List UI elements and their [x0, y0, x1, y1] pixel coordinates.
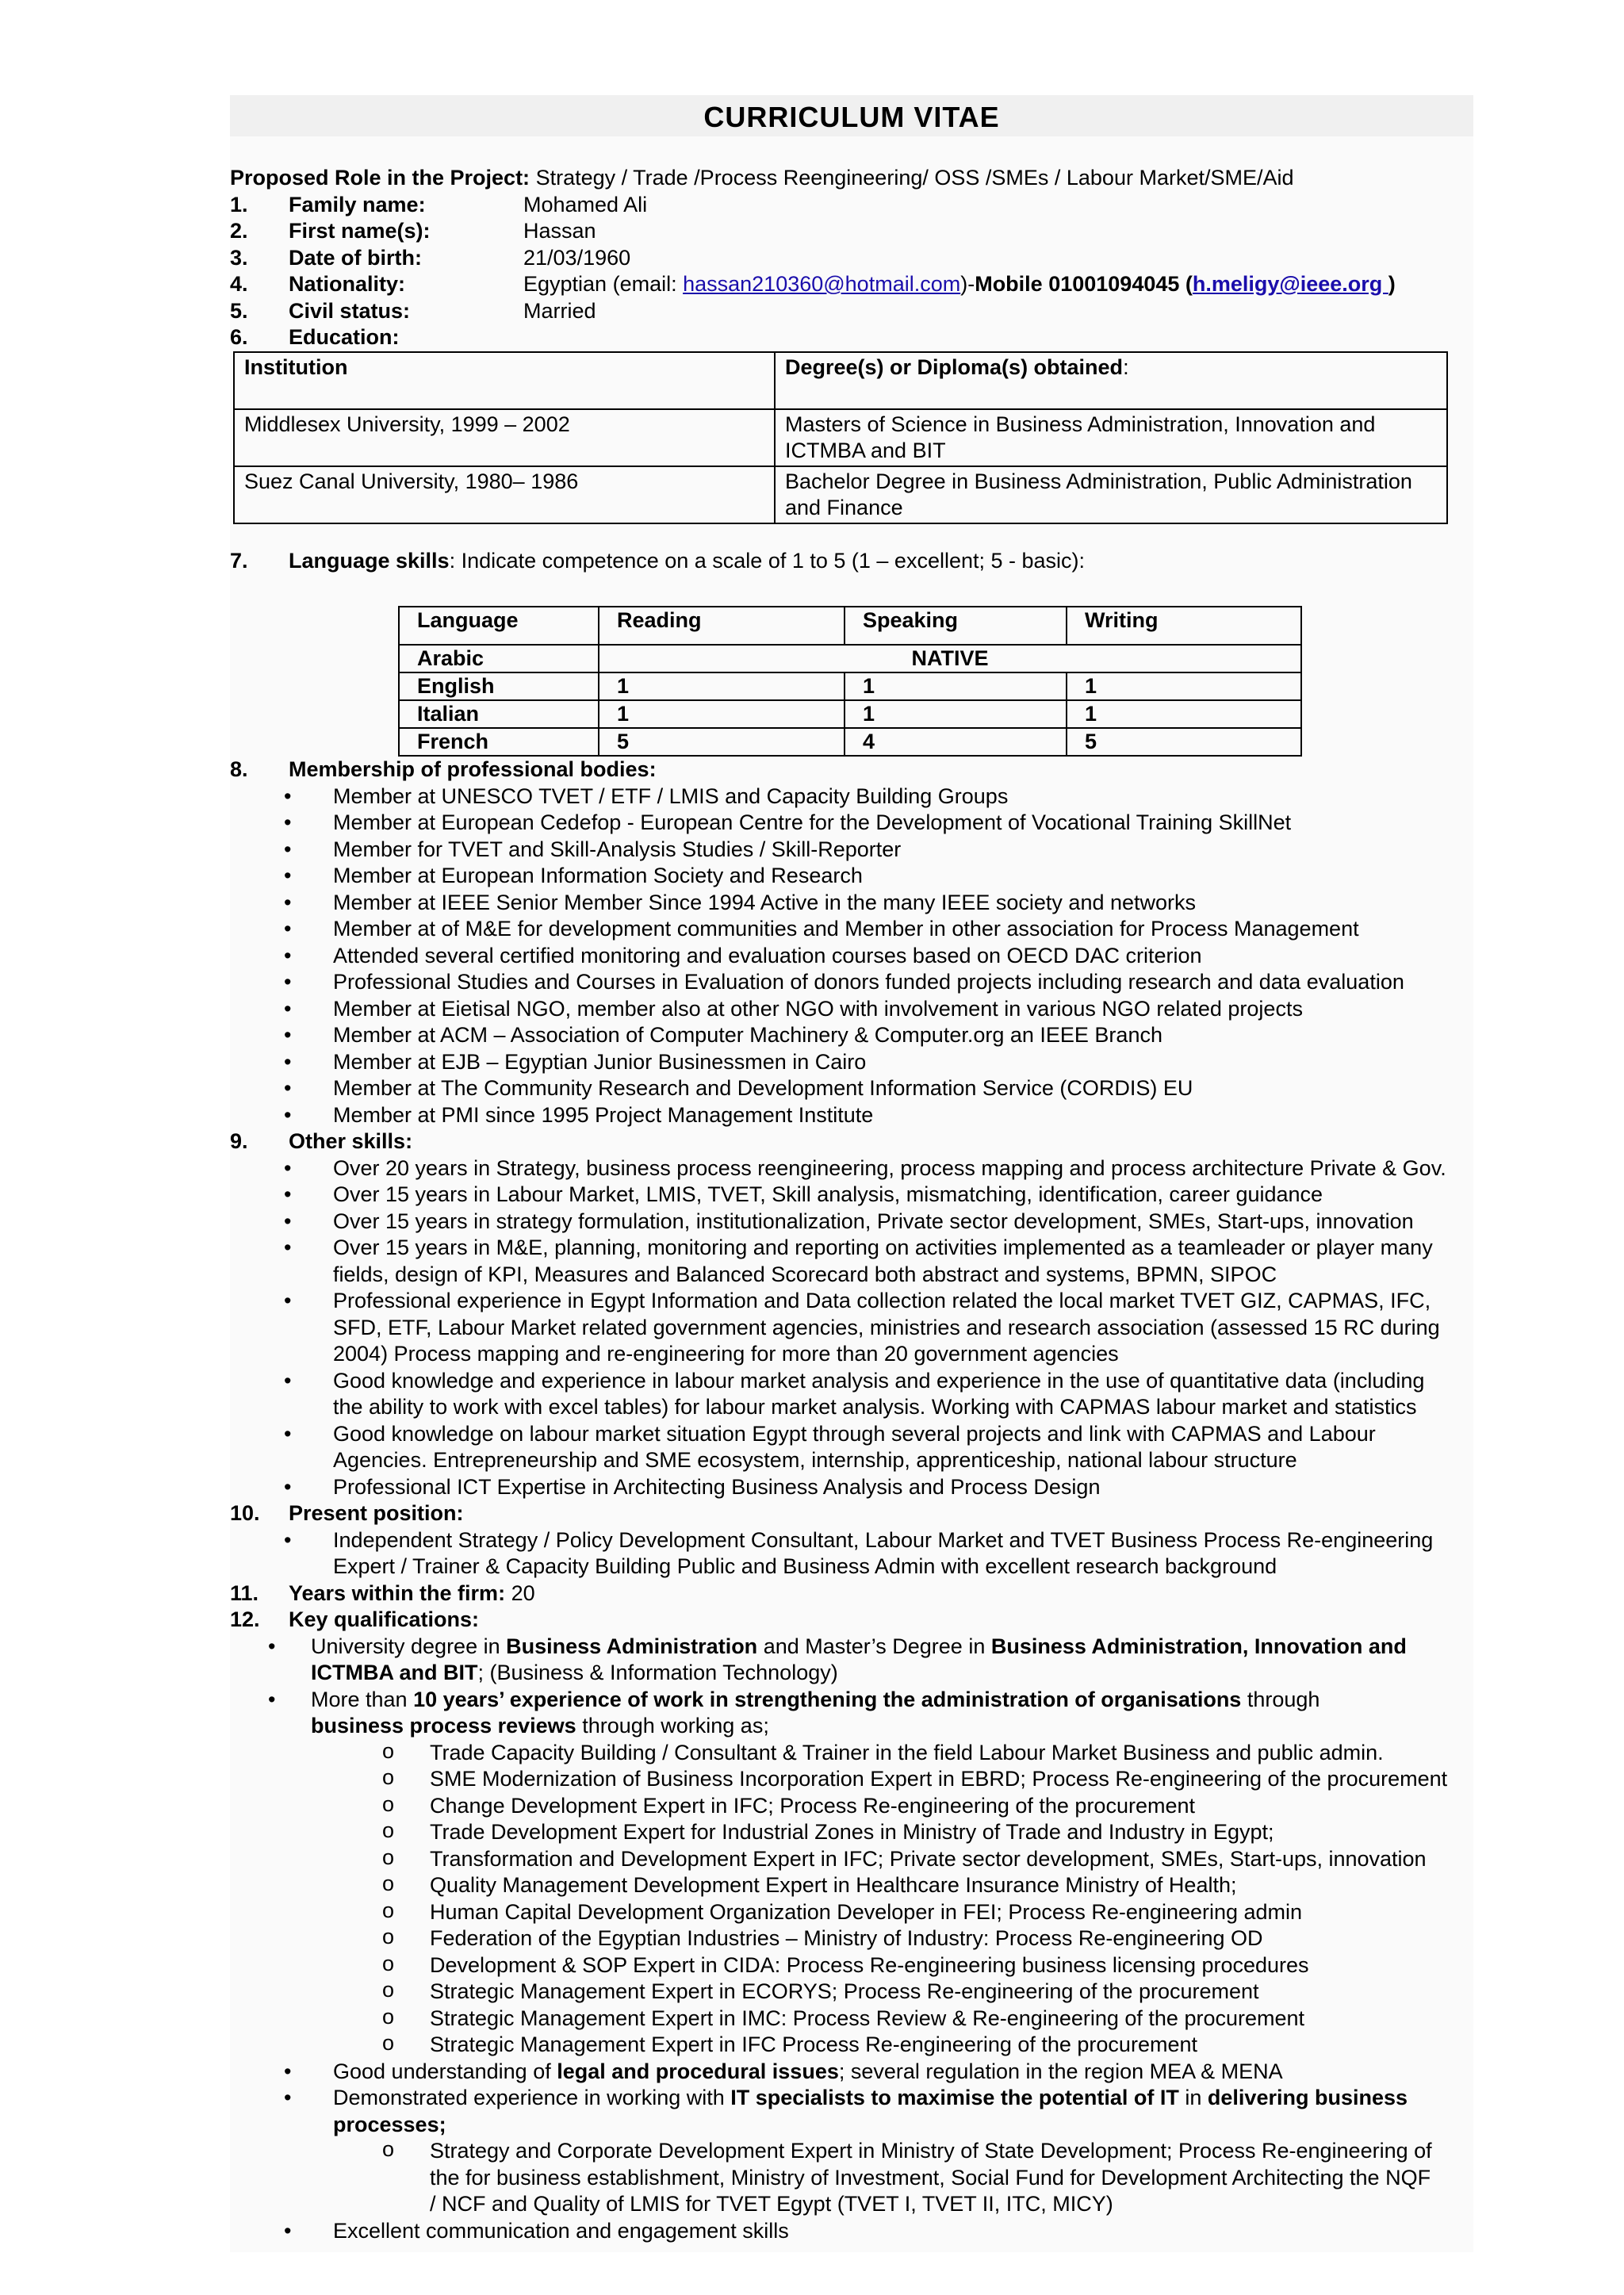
experience-sublist [230, 1740, 1473, 2059]
list-item: o Quality Management Development Expert in Healthcare Insurance Ministry of Health; [230, 1872, 1473, 1899]
list-item: • Member at ACM – Association of Computer Machinery & Computer.org an IEEE Branch [230, 1022, 1473, 1049]
language-row: French 5 4 5 [399, 728, 1301, 756]
present-position-heading: 10. Present position: [230, 1501, 464, 1525]
list-item: o Human Capital Development Organization Developer in FEI; Process Re-engineering admin [230, 1899, 1473, 1926]
language-row: Arabic NATIVE [399, 645, 1301, 672]
list-item: • Over 20 years in Strategy, business process reengineering, process mapping and process architecture Private & Gov. [230, 1155, 1473, 1182]
list-item: • Attended several certified monitoring and evaluation courses based on OECD DAC criterion [230, 943, 1473, 970]
list-item: o Trade Development Expert for Industrial Zones in Ministry of Trade and Industry in Egypt; [230, 1819, 1473, 1846]
list-item: o Strategy and Corporate Development Expert in Ministry of State Development; Process Re-engineering of the for business establishment, Ministry of Investment, Social Fund for Development Architecting the NQF / NCF and Quality of LMIS for TVET Egypt (TVET I, TVET II, ITC, MICY) [230, 2138, 1473, 2218]
other-skills-heading: 9. Other skills: [230, 1129, 413, 1153]
key-qualifications-heading: 12. Key qualifications: [230, 1607, 480, 1631]
proposed-role-value: Strategy / Trade /Process Reengineering/ OSS /SMEs / Labour Market/SME/Aid [535, 166, 1294, 190]
email2-link[interactable]: h.meligy@ieee.org [1192, 272, 1388, 296]
family-name-row: 1. Family name: Mohamed Ali [230, 192, 648, 216]
list-item: • Professional Studies and Courses in Evaluation of donors funded projects including research and data evaluation [230, 969, 1473, 996]
first-name-value: Hassan [523, 219, 596, 243]
email-link[interactable]: hassan210360@hotmail.com [683, 272, 961, 296]
list-item: • Professional experience in Egypt Information and Data collection related the local market TVET GIZ, CAPMAS, IFC, SFD, ETF, Labour Market related government agencies, ministries and research association (assessed 15 RC during 2004) Process mapping and re-engineering for more than 20 government agencies [230, 1288, 1473, 1368]
list-item: • University degree in Business Administration and Master’s Degree in Business Administration, Innovation and ICTMBA and BIT; (Business & Information Technology) [230, 1634, 1473, 1687]
list-item: • Member at The Community Research and Development Information Service (CORDIS) EU [230, 1075, 1473, 1102]
list-item: • Member at of M&E for development communities and Member in other association for Process Management [230, 916, 1473, 943]
language-row: English 1 1 1 [399, 672, 1301, 700]
other-skills-list [230, 1155, 1473, 1501]
list-item: • Member at EJB – Egyptian Junior Businessmen in Cairo [230, 1049, 1473, 1076]
list-item: o Trade Capacity Building / Consultant & Trainer in the field Labour Market Business and public admin. [230, 1740, 1473, 1767]
education-table [233, 351, 1448, 524]
list-item: o Development & SOP Expert in CIDA: Process Re-engineering business licensing procedures [230, 1952, 1473, 1979]
list-item: • Member for TVET and Skill-Analysis Studies / Skill-Reporter [230, 837, 1473, 864]
list-item: • Member at PMI since 1995 Project Management Institute [230, 1102, 1473, 1129]
list-item: • Excellent communication and engagement skills [230, 2218, 1473, 2245]
cv-title: CURRICULUM VITAE [230, 95, 1473, 136]
membership-heading: 8. Membership of professional bodies: [230, 757, 657, 781]
list-item: o Federation of the Egyptian Industries – Ministry of Industry: Process Re-engineering OD [230, 1925, 1473, 1952]
civil-status-value: Married [523, 298, 596, 323]
list-item: • Member at UNESCO TVET / ETF / LMIS and Capacity Building Groups [230, 784, 1473, 810]
list-item: • Member at Eietisal NGO, member also at other NGO with involvement in various NGO related projects [230, 996, 1473, 1023]
list-item: • Member at European Cedefop - European Centre for the Development of Vocational Training SkillNet [230, 810, 1473, 837]
list-item: o Strategic Management Expert in ECORYS; Process Re-engineering of the procurement [230, 1979, 1473, 2006]
cv-page [230, 95, 1473, 2244]
list-item: • Member at IEEE Senior Member Since 1994 Active in the many IEEE society and networks [230, 890, 1473, 917]
list-item: • Good knowledge and experience in labour market analysis and experience in the use of quantitative data (including the ability to work with excel tables) for labour market analysis. Working with CAPMAS labour market and statistics [230, 1368, 1473, 1421]
education-row: Middlesex University, 1999 – 2002 Masters of Science in Business Administration, Innovation and ICTMBA and BIT [234, 409, 1447, 466]
civil-status-row: 5. Civil status: Married [230, 298, 596, 323]
proposed-role-label: Proposed Role in the Project: [230, 166, 530, 190]
language-table [398, 606, 1302, 757]
dob-row: 3. Date of birth: 21/03/1960 [230, 245, 631, 270]
education-heading: 6. Education: [230, 325, 400, 349]
family-name-value: Mohamed Ali [523, 192, 648, 216]
membership-list [230, 784, 1473, 1129]
years-row: 11. Years within the firm: 20 [230, 1580, 535, 1605]
list-item: • Good understanding of legal and procedural issues; several regulation in the region MEA & MENA [230, 2059, 1473, 2086]
education-header-institution: Institution [234, 352, 775, 409]
list-item: o Change Development Expert in IFC; Process Re-engineering of the procurement [230, 1793, 1473, 1820]
list-item: • Good knowledge on labour market situation Egypt through several projects and link with CAPMAS and Labour Agencies. Entrepreneurship and SME ecosystem, internship, apprenticeship, national labour structure [230, 1421, 1473, 1474]
key-qualifications-list [230, 1634, 1473, 1740]
nationality-row: 4. Nationality: Egyptian (email: hassan210360@hotmail.com)-Mobile 01001094045 (h.meligy@ieee.org ) [230, 272, 1396, 296]
list-item: • Over 15 years in strategy formulation, institutionalization, Private sector development, SMEs, Start-ups, innovation [230, 1209, 1473, 1236]
list-item: • More than 10 years’ experience of work in strengthening the administration of organisations through business process reviews through working as; [230, 1687, 1473, 1740]
education-header-row [234, 352, 1447, 409]
list-item: • Member at European Information Society and Research [230, 863, 1473, 890]
first-name-row: 2. First name(s): Hassan [230, 219, 596, 243]
language-row: Italian 1 1 1 [399, 700, 1301, 728]
list-item: o Strategic Management Expert in IFC Process Re-engineering of the procurement [230, 2032, 1473, 2059]
list-item: • Over 15 years in Labour Market, LMIS, TVET, Skill analysis, mismatching, identification, career guidance [230, 1182, 1473, 1209]
list-item: • Over 15 years in M&E, planning, monitoring and reporting on activities implemented as a teamleader or player many fields, design of KPI, Measures and Balanced Scorecard both abstract and systems, BPMN, SIPOC [230, 1235, 1473, 1288]
list-item: o Transformation and Development Expert in IFC; Private sector development, SMEs, Start-ups, innovation [230, 1846, 1473, 1873]
present-position-list [230, 1527, 1473, 1580]
dob-value: 21/03/1960 [523, 245, 631, 270]
list-item: o Strategic Management Expert in IMC: Process Review & Re-engineering of the procurement [230, 2006, 1473, 2033]
language-heading: 7. Language skills: Indicate competence on a scale of 1 to 5 (1 – excellent; 5 - basic): [230, 548, 1086, 573]
list-item: • Professional ICT Expertise in Architecting Business Analysis and Process Design [230, 1474, 1473, 1501]
years-value: 20 [505, 1580, 535, 1605]
language-header-row: Language Reading Speaking Writing [399, 607, 1301, 645]
list-item: • Independent Strategy / Policy Development Consultant, Labour Market and TVET Business Process Re-engineering Expert / Trainer & Capacity Building Public and Business Admin with excellent research background [230, 1527, 1473, 1580]
proposed-role [230, 165, 1473, 192]
list-item: o SME Modernization of Business Incorporation Expert in EBRD; Process Re-engineering of the procurement [230, 1766, 1473, 1793]
education-header-degree: Degree(s) or Diploma(s) obtained: [775, 352, 1447, 409]
list-item: • Demonstrated experience in working with IT specialists to maximise the potential of IT in delivering business processes; [230, 2085, 1473, 2138]
education-row: Suez Canal University, 1980– 1986 Bachelor Degree in Business Administration, Public Administration and Finance [234, 466, 1447, 523]
